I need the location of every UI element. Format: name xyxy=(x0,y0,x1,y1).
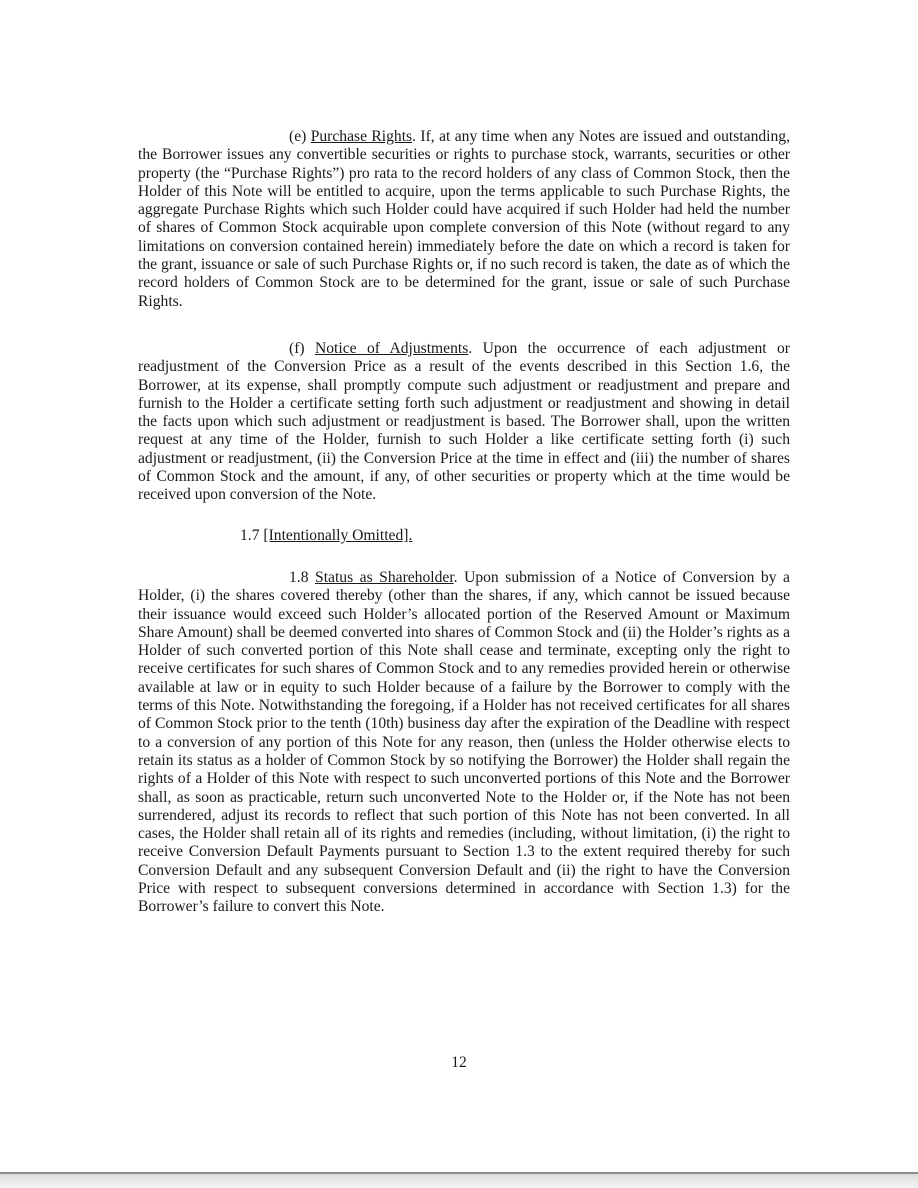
paragraph-intentionally-omitted xyxy=(240,527,640,545)
paragraph-label: (f) xyxy=(289,340,315,357)
paragraph-status-as-shareholder xyxy=(138,569,790,917)
paragraph-label: (e) xyxy=(289,128,311,145)
page-number: 12 xyxy=(451,1054,467,1071)
section-heading: [Intentionally Omitted]. xyxy=(263,527,413,544)
section-heading: Status as Shareholder xyxy=(315,569,454,586)
paragraph-label: 1.7 xyxy=(240,527,264,544)
paragraph-body: . Upon the occurrence of each adjustment or readjustment of the Conversion Price as a result of the events described in this Section 1.6, the Borrower, at its expense, shall promptly compute such adjustment or readjustment and prepare and furnish to the Holder a certificate setting forth such adjustment or readjustment and showing in detail the facts upon which such adjustment or readjustment is based. The Borrower shall, upon the written request at any time of the Holder, furnish to such Holder a like certificate setting forth (i) such adjustment or readjustment, (ii) the Conversion Price at the time in effect and (iii) the number of shares of Common Stock and the amount, if any, of other securities or property which at the time would be received upon conversion of the Note. xyxy=(138,340,790,504)
paragraph-notice-of-adjustments xyxy=(138,340,790,505)
scan-shadow xyxy=(0,1174,918,1188)
paragraph-purchase-rights xyxy=(138,128,790,311)
paragraph-label: 1.8 xyxy=(289,569,316,586)
paragraph-body: . Upon submission of a Notice of Conversion by a Holder, (i) the shares covered thereby (other than the shares, if any, which cannot be issued because their issuance would exceed such Holder’s allocated portion of the Reserved Amount or Maximum Share Amount) shall be deemed converted into shares of Common Stock and (ii) the Holder’s rights as a Holder of such converted portion of this Note shall cease and terminate, excepting only the right to receive certificates for such shares of Common Stock and to any remedies provided herein or otherwise available at law or in equity to such Holder because of a failure by the Borrower to comply with the terms of this Note. Notwithstanding the foregoing, if a Holder has not received certificates for all shares of Common Stock prior to the tenth (10th) business day after the expiration of the Deadline with respect to a conversion of any portion of this Note for any reason, then (unless the Holder otherwise elects to retain its status as a holder of Common Stock by so notifying the Borrower) the Holder shall regain the rights of a Holder of this Note with respect to such unconverted portions of this Note and the Borrower shall, as soon as practicable, return such unconverted Note to the Holder or, if the Note has not been surrendered, adjust its records to reflect that such portion of this Note has not been converted. In all cases, the Holder shall retain all of its rights and remedies (including, without limitation, (i) the right to receive Conversion Default Payments pursuant to Section 1.3 to the extent required thereby for such Conversion Default and any subsequent Conversion Default and (ii) the right to have the Conversion Price with respect to subsequent conversions determined in accordance with Section 1.3) for the Borrower’s failure to convert this Note. xyxy=(138,569,790,916)
section-heading: Purchase Rights xyxy=(310,128,413,145)
paragraph-body: . If, at any time when any Notes are issued and outstanding, the Borrower issues any convertible securities or rights to purchase stock, warrants, securities or other property (the “Purchase Rights”) pro rata to the record holders of any class of Common Stock, then the Holder of this Note will be entitled to acquire, upon the terms applicable to such Purchase Rights, the aggregate Purchase Rights which such Holder could have acquired if such Holder had held the number of shares of Common Stock acquirable upon complete conversion of this Note (without regard to any limitations on conversion contained herein) immediately before the date on which a record is taken for the grant, issuance or sale of such Purchase Rights or, if no such record is taken, the date as of which the record holders of Common Stock are to be determined for the grant, issue or sale of such Purchase Rights. xyxy=(138,128,790,310)
section-heading: Notice of Adjustments xyxy=(314,340,469,357)
